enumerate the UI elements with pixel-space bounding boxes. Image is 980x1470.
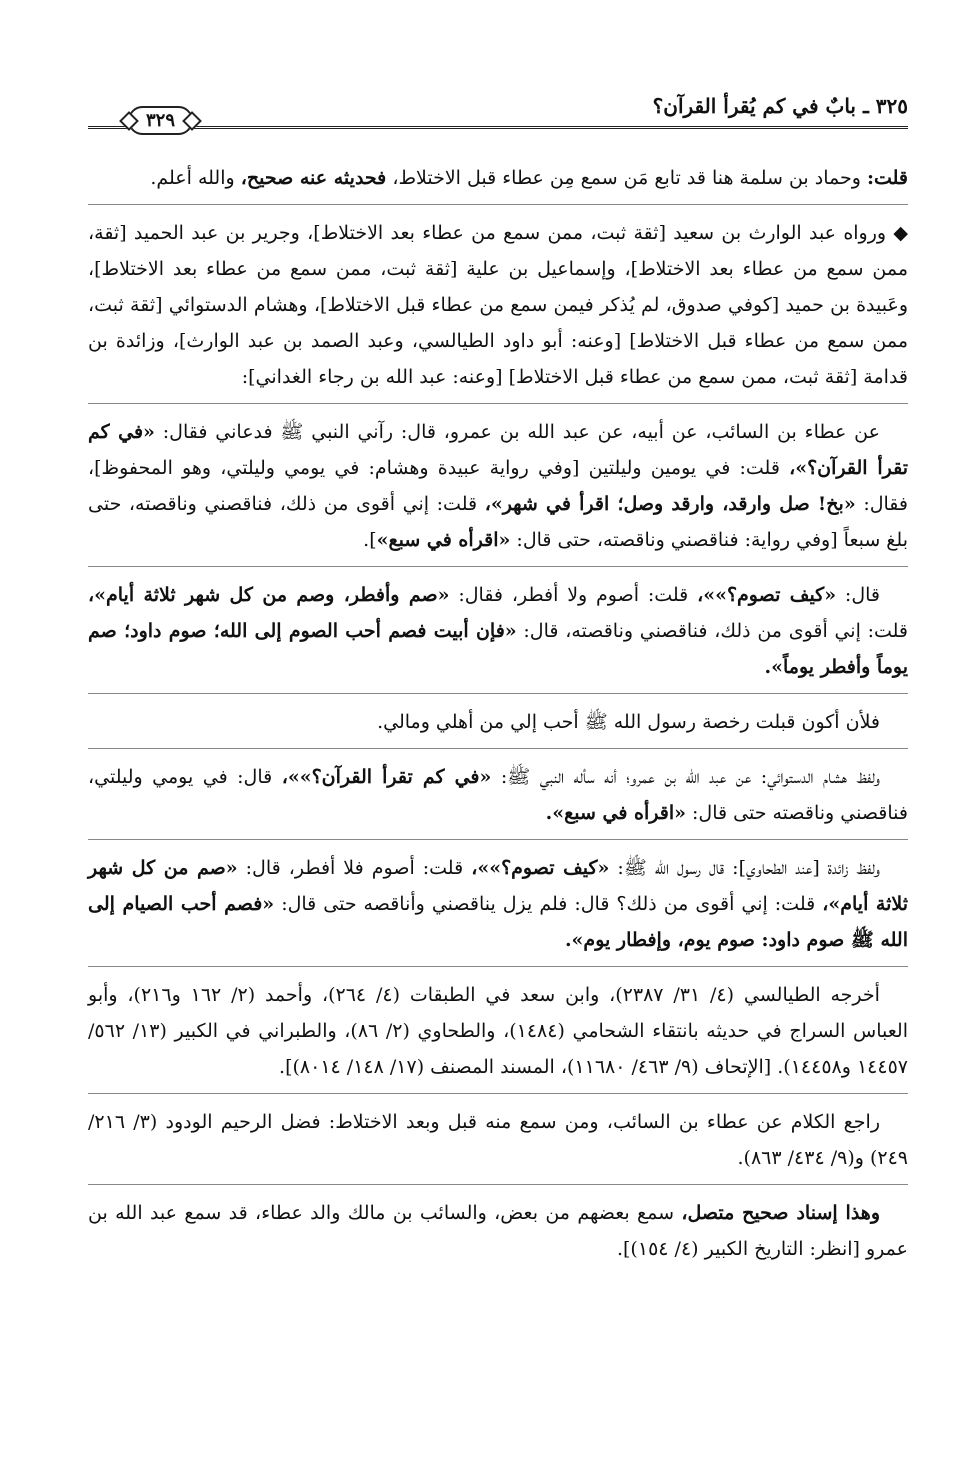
paragraph-1-lead: قلت: [866, 167, 908, 189]
paragraph-1-text: وحماد بن سلمة هنا قد تابع مَن سمع مِن عطاء قبل الاختلاط، [392, 167, 861, 189]
paragraph-4-text-2: قلت: أصوم ولا أفطر، فقال: [458, 584, 689, 606]
paragraph-10-lead: وهذا إسناد صحيح متصل، [681, 1202, 880, 1224]
paragraph-3-text-1: عن عطاء بن السائب، عن أبيه، عن عبد الله بن عمرو، قال: رآني النبي ﷺ فدعاني فقال: [162, 421, 880, 443]
paragraph-3 [88, 414, 908, 558]
paragraph-3-bold-2: «بخ! صل وارقد، وارقد وصل؛ اقرأ في شهر»، [484, 493, 856, 515]
header-divider [88, 126, 908, 129]
divider [88, 748, 908, 749]
divider [88, 403, 908, 404]
paragraph-4-bold-3: «فإن أبيت فصم أحب الصوم إلى الله؛ صوم داود؛ صم يوماً وأفطر يوماً». [88, 620, 908, 678]
paragraph-3-bold-1: «في كم تقرأ القرآن؟»، [88, 421, 908, 479]
paragraph-6-text-2: قال: في يومي وليلتي، فناقصني وناقصته حتى قال: [88, 766, 908, 824]
paragraph-1 [88, 160, 908, 196]
paragraph-3-text-2: قلت: في يومين وليلتين [وفي رواية عبيدة وهشام: في يومي وليلتي، وهو المحفوظ]، فقال: [88, 457, 909, 515]
paragraph-6 [88, 759, 908, 831]
divider [88, 839, 908, 840]
paragraph-9: راجع الكلام عن عطاء بن السائب، ومن سمع منه قبل وبعد الاختلاط: فضل الرحيم الودود (٣/ ٢١٦/ ٢٤٩) و(٩/ ٤٣٤/ ٨٦٣). [88, 1111, 908, 1169]
paragraph-3-text-3: قلت: إني أقوى من ذلك، فناقصني وناقصته، حتى بلغ سبعاً [وفي رواية: فناقصني وناقصته، حتى قال: [88, 493, 908, 551]
paragraph-7-text-3: قلت: إني أقوى من ذلك؟ قال: فلم يزل يناقصني وأناقصه حتى قال: [281, 893, 816, 915]
running-title: ٣٢٥ ـ بابٌ في كم يُقرأ القرآن؟ [652, 94, 908, 118]
paragraph-3-text-4: ]. [363, 529, 377, 551]
paragraph-7-bold-2: «صم من كل شهر ثلاثة أيام»، [88, 857, 909, 915]
paragraph-1-verdict: فحديثه عنه صحيح، [240, 167, 387, 189]
divider [88, 693, 908, 694]
paragraph-4 [88, 577, 908, 685]
paragraph-7-bold-1: «كيف تصوم؟»»، [471, 857, 610, 879]
paragraph-7 [88, 850, 908, 958]
paragraph-6-text-1: ولفظ هشام الدستوائي: عن عبد الله بن عمرو؛ أنه سأله النبي ﷺ: [500, 766, 880, 788]
divider [88, 1093, 908, 1094]
paragraph-4-bold-2: «صم وأفطر، وصم من كل شهر ثلاثة أيام»، [88, 584, 450, 606]
paragraph-4-text-1: قال: [844, 584, 880, 606]
paragraph-5: فلأن أكون قبلت رخصة رسول الله ﷺ أحب إلي من أهلي ومالي. [377, 711, 880, 733]
paragraph-4-text-3: قلت: إني أقوى من ذلك، فناقصني وناقصته، قال: [523, 620, 909, 642]
paragraph-8: أخرجه الطيالسي (٤/ ٣١/ ٢٣٨٧)، وابن سعد في الطبقات (٤/ ٢٦٤)، وأحمد (٢/ ١٦٢ و٢١٦)، وأبو العباس السراج في حديثه بانتقاء الشحامي (١٤٨٤)، والطحاوي (٢/ ٨٦)، والطبراني في الكبير (١٣/ ٥٦٢/ ١٤٤٥٧ و١٤٤٥٨). [الإتحاف (٩/ ٤٦٣/ ١١٦٨٠)، المسند المصنف (١٧/ ١٤٨/ ٨٠١٤)]. [88, 984, 908, 1078]
paragraph-1-tail: والله أعلم. [150, 167, 235, 189]
paragraph-7-bold-3: «فصم أحب الصيام إلى الله ﷺ صوم داود: صوم يوم، وإفطار يوم». [88, 893, 908, 951]
divider [88, 204, 908, 205]
paragraph-3-bold-3: «اقرأه في سبع» [376, 529, 511, 551]
paragraph-7-text-1: ولفظ زائدة [عند الطحاوي]: قال رسول الله ﷺ: [617, 857, 880, 879]
paragraph-10 [88, 1195, 908, 1267]
paragraph-2: ◆ ورواه عبد الوارث بن سعيد [ثقة ثبت، ممن سمع من عطاء بعد الاختلاط]، وجرير بن عبد الحميد [ثقة، ممن سمع من عطاء بعد الاختلاط]، وإسماعيل بن علية [ثقة ثبت، ممن سمع من عطاء بعد الاختلاط]، وعَبيدة بن حميد [كوفي صدوق، لم يُذكر فيمن سمع من عطاء قبل الاختلاط]، وهشام الدستوائي [ثقة ثبت، ممن سمع من عطاء قبل الاختلاط] [وعنه: أبو داود الطيالسي، وعبد الصمد بن عبد الوارث]، وزائدة بن قدامة [ثقة ثبت، ممن سمع من عطاء قبل الاختلاط] [وعنه: عبد الله بن رجاء الغداني]: [88, 222, 908, 388]
paragraph-6-bold-1: «في كم تقرأ القرآن؟»»، [281, 766, 492, 788]
page-body [88, 160, 908, 1275]
paragraph-7-text-2: قلت: أصوم فلا أفطر، قال: [245, 857, 464, 879]
paragraph-6-bold-2: «اقرأه في سبع». [545, 802, 686, 824]
divider [88, 566, 908, 567]
divider [88, 1184, 908, 1185]
page-number-badge: ٣٢٩ [128, 106, 193, 135]
divider [88, 966, 908, 967]
paragraph-4-bold-1: «كيف تصوم؟»»، [697, 584, 837, 606]
page-header [88, 88, 908, 138]
paragraph-10-text: سمع بعضهم من بعض، والسائب بن مالك والد عطاء، قد سمع عبد الله بن عمرو [انظر: التاريخ الكبير (٤/ ١٥٤)]. [88, 1202, 908, 1260]
